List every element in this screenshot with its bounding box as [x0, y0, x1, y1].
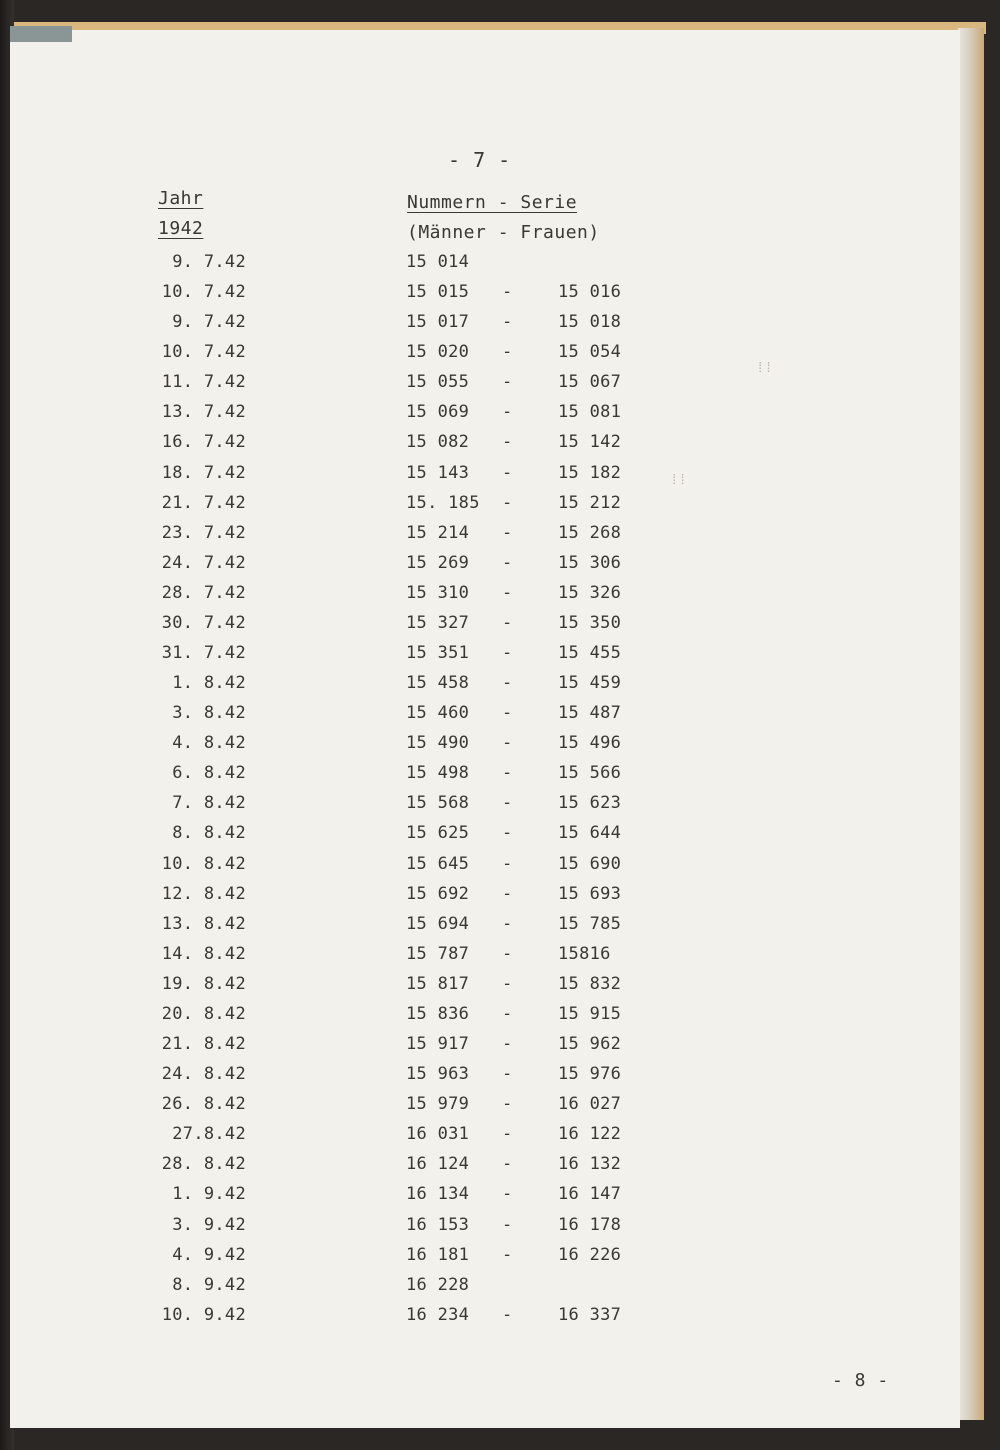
row-range-dash: - [502, 1064, 513, 1085]
row-date: 21. 7.42 [161, 492, 246, 513]
row-number-to: 16 132 [558, 1154, 622, 1175]
row-range-dash: - [502, 462, 513, 483]
row-number-from: 15 015 [406, 282, 470, 303]
table-row [10, 613, 960, 643]
row-number-to: 16 147 [558, 1184, 622, 1205]
row-date: 8. 9.42 [172, 1274, 246, 1295]
row-range-dash: - [502, 763, 513, 784]
table-row [10, 312, 960, 342]
row-number-to: 15 455 [558, 643, 622, 664]
row-number-to: 15 142 [558, 432, 622, 453]
row-number-from: 15 694 [406, 913, 470, 934]
row-date: 3. 8.42 [172, 703, 246, 724]
row-number-from: 16 228 [406, 1274, 470, 1295]
table-row [10, 1154, 960, 1184]
table-row [10, 974, 960, 1004]
row-number-from: 15 490 [406, 733, 470, 754]
row-number-to: 15 962 [558, 1034, 622, 1055]
table-row [10, 432, 960, 462]
row-number-from: 15 143 [406, 462, 470, 483]
table-row [10, 493, 960, 523]
table-row [10, 583, 960, 613]
row-number-from: 15 017 [406, 312, 470, 333]
row-date: 11. 7.42 [161, 372, 246, 393]
row-date: 28. 7.42 [161, 582, 246, 603]
row-number-from: 15 327 [406, 612, 470, 633]
table-row [10, 1245, 960, 1275]
row-number-from: 16 124 [406, 1154, 470, 1175]
row-number-to: 15 054 [558, 342, 622, 363]
table-row [10, 793, 960, 823]
row-number-to: 15 693 [558, 883, 622, 904]
row-number-to: 16 122 [558, 1124, 622, 1145]
row-number-from: 15 069 [406, 402, 470, 423]
row-range-dash: - [502, 1034, 513, 1055]
row-range-dash: - [502, 1094, 513, 1115]
row-date: 24. 7.42 [161, 552, 246, 573]
table-row [10, 342, 960, 372]
row-number-to: 16 178 [558, 1214, 622, 1235]
row-date: 6. 8.42 [172, 763, 246, 784]
row-range-dash: - [502, 1304, 513, 1325]
row-number-to: 15 690 [558, 853, 622, 874]
row-number-to: 15 644 [558, 823, 622, 844]
row-number-to: 15 487 [558, 703, 622, 724]
row-range-dash: - [502, 612, 513, 633]
row-number-to: 15 566 [558, 763, 622, 784]
row-date: 30. 7.42 [161, 612, 246, 633]
row-number-from: 15 787 [406, 943, 470, 964]
row-date: 9. 7.42 [172, 312, 246, 333]
row-range-dash: - [502, 552, 513, 573]
year-value: 1942 [158, 218, 204, 239]
row-range-dash: - [502, 492, 513, 513]
table-row [10, 673, 960, 703]
row-range-dash: - [502, 703, 513, 724]
row-date: 3. 9.42 [172, 1214, 246, 1235]
row-number-to: 15 268 [558, 522, 622, 543]
row-range-dash: - [502, 1003, 513, 1024]
document-page [10, 30, 960, 1428]
row-number-from: 16 181 [406, 1244, 470, 1265]
row-number-to: 16 027 [558, 1094, 622, 1115]
row-range-dash: - [502, 342, 513, 363]
row-date: 23. 7.42 [161, 522, 246, 543]
row-range-dash: - [502, 1244, 513, 1265]
row-date: 10. 8.42 [161, 853, 246, 874]
ink-smudge: ⁞⁞ [670, 472, 687, 488]
row-number-from: 15 460 [406, 703, 470, 724]
row-number-from: 16 031 [406, 1124, 470, 1145]
row-date: 26. 8.42 [161, 1094, 246, 1115]
row-number-to: 15 326 [558, 582, 622, 603]
series-column-header: Nummern - Serie [407, 192, 578, 213]
row-date: 10. 7.42 [161, 282, 246, 303]
row-date: 21. 8.42 [161, 1034, 246, 1055]
row-range-dash: - [502, 643, 513, 664]
table-row [10, 553, 960, 583]
row-number-from: 15 310 [406, 582, 470, 603]
row-number-to: 15816 [558, 943, 611, 964]
row-number-from: 16 153 [406, 1214, 470, 1235]
row-range-dash: - [502, 1154, 513, 1175]
table-row [10, 854, 960, 884]
row-number-to: 15 915 [558, 1003, 622, 1024]
table-row [10, 1184, 960, 1214]
row-number-to: 15 350 [558, 612, 622, 633]
row-range-dash: - [502, 1184, 513, 1205]
row-number-from: 15 082 [406, 432, 470, 453]
row-range-dash: - [502, 853, 513, 874]
row-date: 18. 7.42 [161, 462, 246, 483]
row-number-from: 15 055 [406, 372, 470, 393]
row-range-dash: - [502, 733, 513, 754]
row-number-from: 15 351 [406, 643, 470, 664]
row-number-to: 16 226 [558, 1244, 622, 1265]
next-page-marker: - 8 - [832, 1370, 889, 1391]
row-date: 4. 8.42 [172, 733, 246, 754]
row-number-from: 16 234 [406, 1304, 470, 1325]
row-number-to: 15 306 [558, 552, 622, 573]
row-number-from: 15 692 [406, 883, 470, 904]
row-number-to: 15 081 [558, 402, 622, 423]
row-date: 19. 8.42 [161, 973, 246, 994]
table-row [10, 733, 960, 763]
row-date: 31. 7.42 [161, 643, 246, 664]
binding-tape [10, 26, 72, 42]
page-stack-edge [958, 28, 984, 1420]
row-date: 24. 8.42 [161, 1064, 246, 1085]
table-row [10, 763, 960, 793]
row-date: 12. 8.42 [161, 883, 246, 904]
row-number-to: 15 212 [558, 492, 622, 513]
row-number-from: 15 020 [406, 342, 470, 363]
row-date: 10. 9.42 [161, 1304, 246, 1325]
table-row [10, 1004, 960, 1034]
row-number-from: 15. 185 [406, 492, 480, 513]
ink-smudge: ⁞⁞ [756, 360, 773, 376]
row-range-dash: - [502, 522, 513, 543]
table-row [10, 944, 960, 974]
row-number-to: 15 018 [558, 312, 622, 333]
row-number-from: 15 568 [406, 793, 470, 814]
row-number-to: 15 976 [558, 1064, 622, 1085]
table-row [10, 372, 960, 402]
table-row [10, 1275, 960, 1305]
table-row [10, 823, 960, 853]
row-date: 28. 8.42 [161, 1154, 246, 1175]
row-number-from: 15 458 [406, 673, 470, 694]
table-row [10, 252, 960, 282]
number-series-table [10, 252, 960, 1335]
row-number-from: 15 836 [406, 1003, 470, 1024]
row-range-dash: - [502, 402, 513, 423]
table-row [10, 643, 960, 673]
row-number-from: 15 214 [406, 522, 470, 543]
table-row [10, 1124, 960, 1154]
row-range-dash: - [502, 372, 513, 393]
row-date: 7. 8.42 [172, 793, 246, 814]
row-range-dash: - [502, 673, 513, 694]
page-number: - 7 - [448, 148, 511, 172]
row-date: 13. 7.42 [161, 402, 246, 423]
series-subheader: (Männer - Frauen) [407, 222, 600, 243]
row-range-dash: - [502, 312, 513, 333]
table-row [10, 1034, 960, 1064]
row-range-dash: - [502, 823, 513, 844]
row-range-dash: - [502, 282, 513, 303]
table-row [10, 523, 960, 553]
row-number-from: 16 134 [406, 1184, 470, 1205]
row-number-from: 15 498 [406, 763, 470, 784]
row-number-to: 15 459 [558, 673, 622, 694]
row-number-to: 15 496 [558, 733, 622, 754]
row-number-to: 15 016 [558, 282, 622, 303]
row-range-dash: - [502, 1124, 513, 1145]
row-number-from: 15 963 [406, 1064, 470, 1085]
table-row [10, 1215, 960, 1245]
table-row [10, 282, 960, 312]
table-row [10, 402, 960, 432]
row-range-dash: - [502, 943, 513, 964]
row-range-dash: - [502, 582, 513, 603]
table-row [10, 884, 960, 914]
row-number-to: 15 785 [558, 913, 622, 934]
row-number-to: 15 182 [558, 462, 622, 483]
row-number-from: 15 625 [406, 823, 470, 844]
row-date: 20. 8.42 [161, 1003, 246, 1024]
row-date: 8. 8.42 [172, 823, 246, 844]
row-number-from: 15 817 [406, 973, 470, 994]
row-number-to: 16 337 [558, 1304, 622, 1325]
table-row [10, 463, 960, 493]
year-column-header: Jahr [158, 188, 204, 209]
row-date: 1. 9.42 [172, 1184, 246, 1205]
row-number-from: 15 269 [406, 552, 470, 573]
row-date: 10. 7.42 [161, 342, 246, 363]
row-range-dash: - [502, 913, 513, 934]
row-number-to: 15 067 [558, 372, 622, 393]
row-number-from: 15 645 [406, 853, 470, 874]
row-number-from: 15 014 [406, 252, 470, 272]
row-range-dash: - [502, 793, 513, 814]
row-date: 4. 9.42 [172, 1244, 246, 1265]
table-row [10, 1305, 960, 1335]
row-range-dash: - [502, 973, 513, 994]
table-row [10, 1094, 960, 1124]
row-date: 27.8.42 [172, 1124, 246, 1145]
row-range-dash: - [502, 883, 513, 904]
row-range-dash: - [502, 1214, 513, 1235]
table-row [10, 1064, 960, 1094]
row-number-from: 15 979 [406, 1094, 470, 1115]
table-row [10, 914, 960, 944]
row-range-dash: - [502, 432, 513, 453]
row-date: 14. 8.42 [161, 943, 246, 964]
row-number-to: 15 832 [558, 973, 622, 994]
row-number-to: 15 623 [558, 793, 622, 814]
row-date: 16. 7.42 [161, 432, 246, 453]
table-row [10, 703, 960, 733]
row-date: 13. 8.42 [161, 913, 246, 934]
row-date: 9. 7.42 [172, 252, 246, 272]
row-number-from: 15 917 [406, 1034, 470, 1055]
row-date: 1. 8.42 [172, 673, 246, 694]
